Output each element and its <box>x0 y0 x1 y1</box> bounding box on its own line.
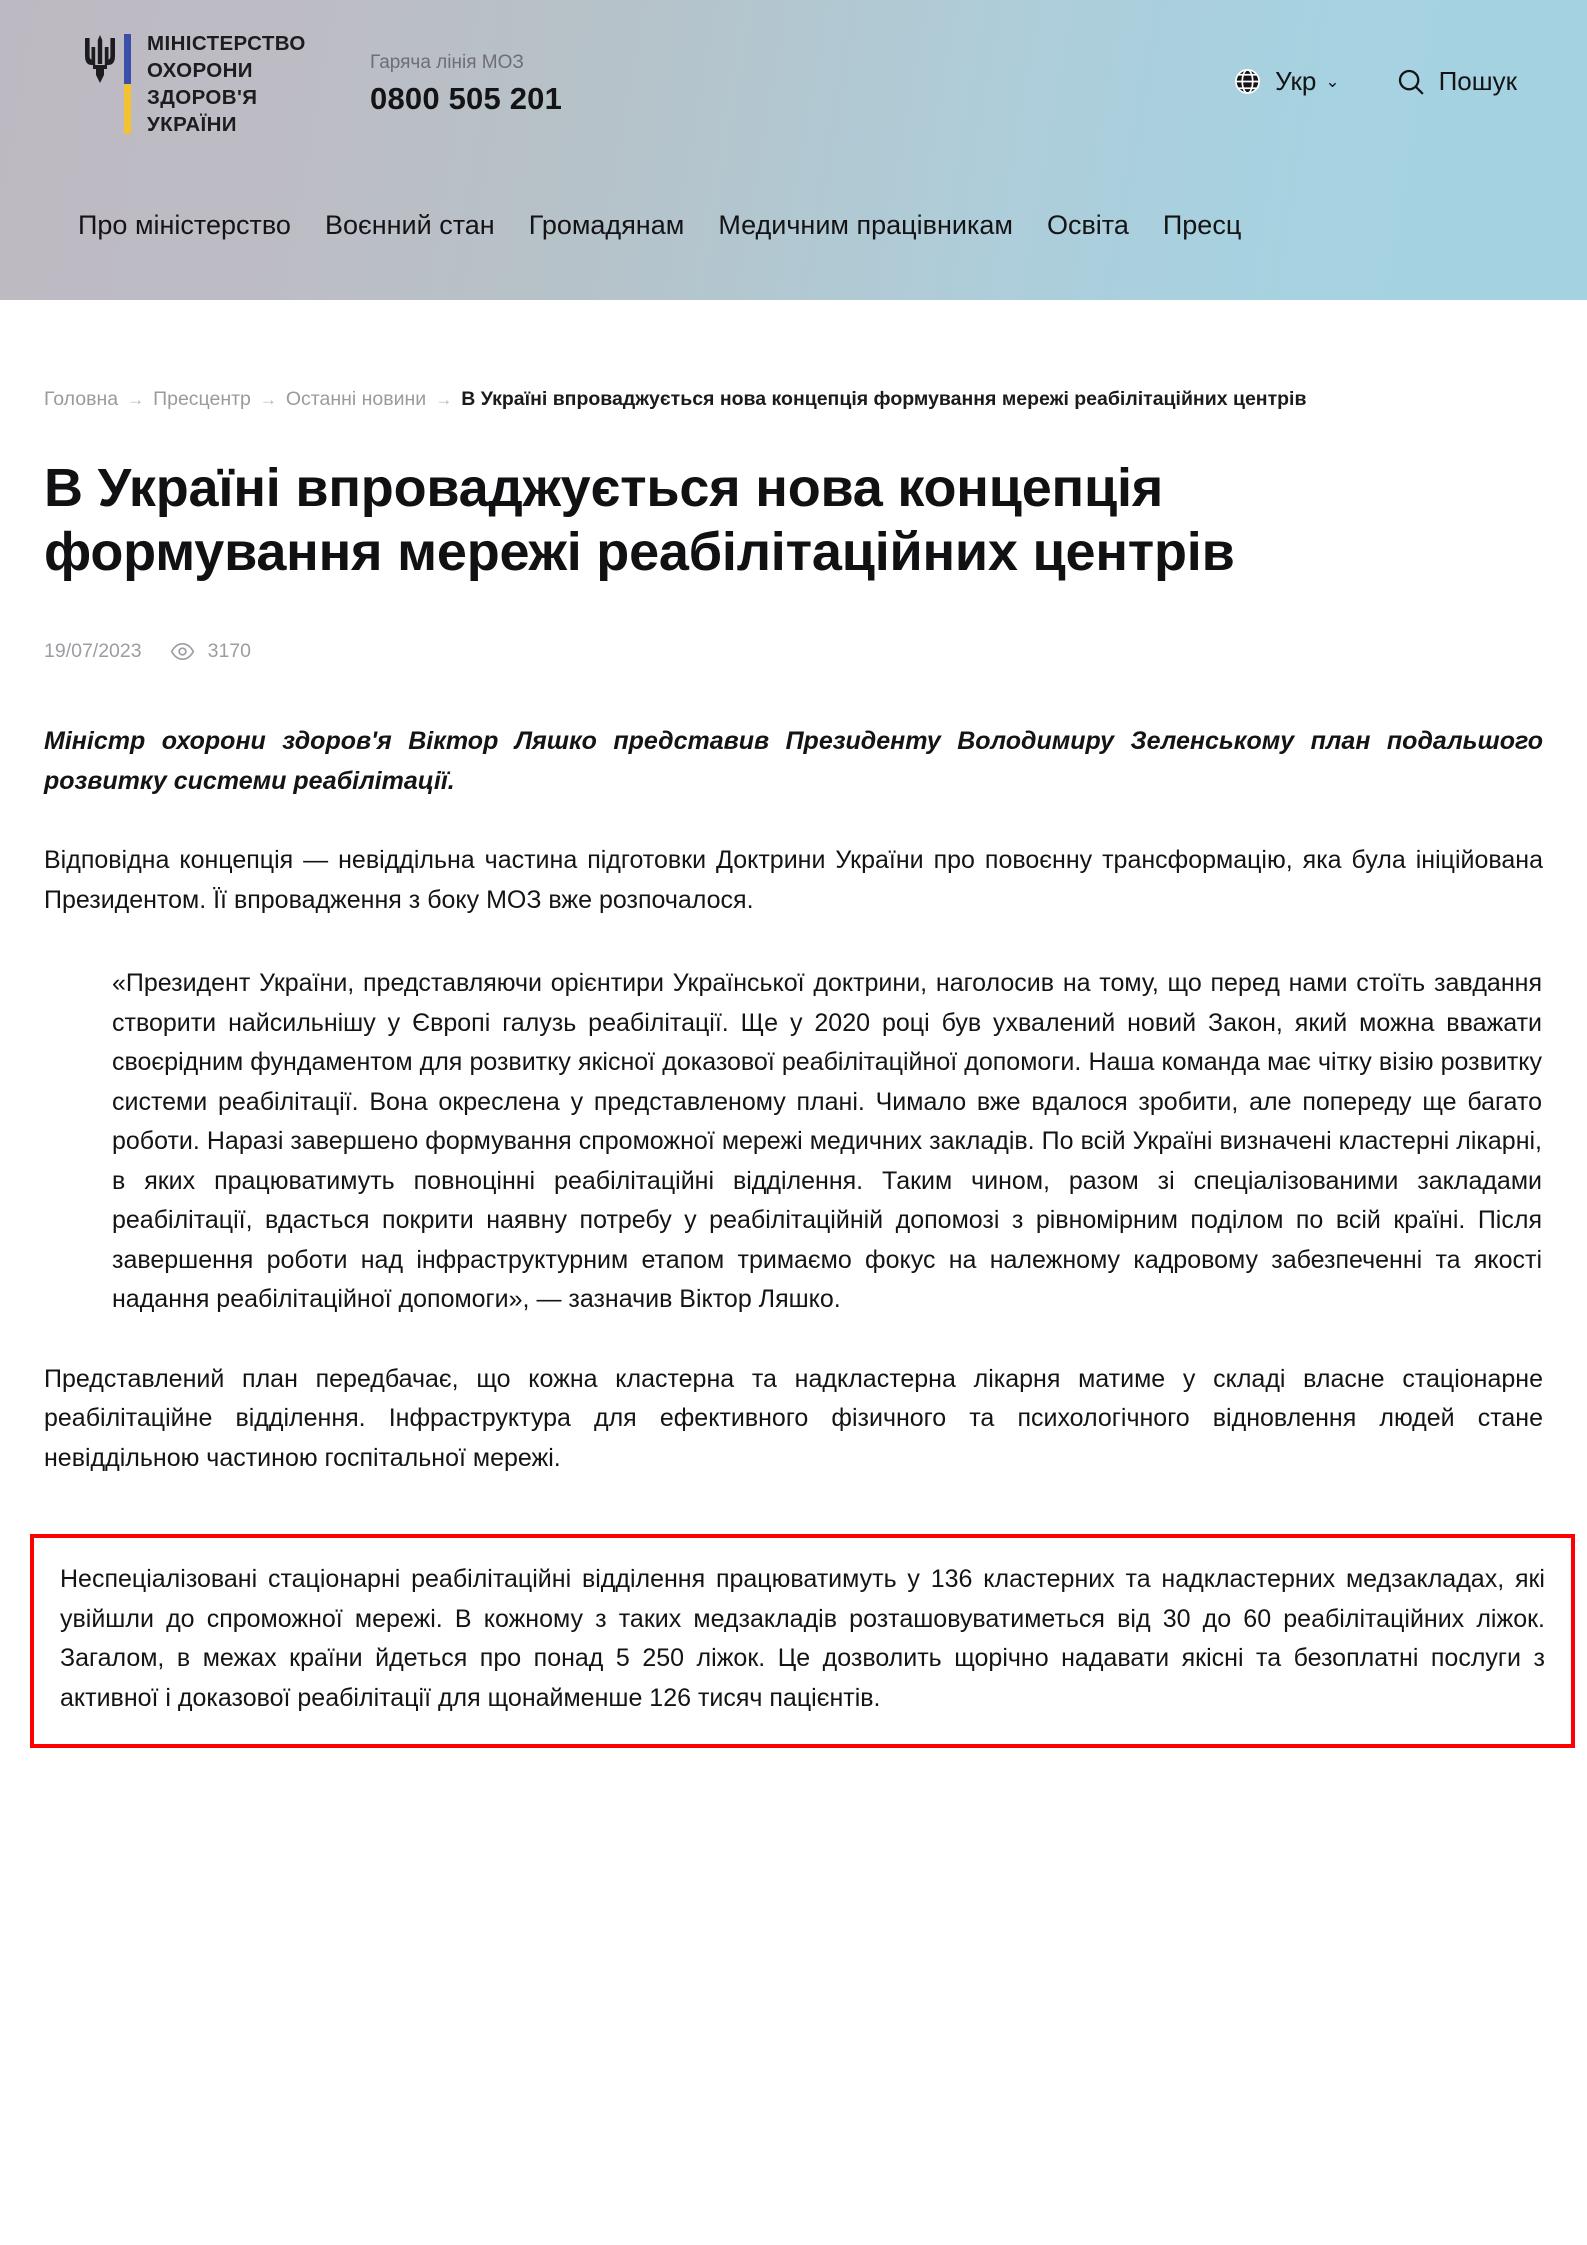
nav-item-citizens[interactable]: Громадянам <box>528 209 685 240</box>
article-lead: Міністр охорони здоров'я Віктор Ляшко представив Президенту Володимиру Зеленському план подальшого розвитку системи реабілітації. <box>44 727 1543 795</box>
article-blockquote: «Президент України, представляючи орієнтири Української доктрини, наголосив на тому, що перед нами стоїть завдання створити найсильнішу у Європі галузь реабілітації. Ще у 2020 році був ухвалений новий Закон, який можна вважати своєрідним фундаментом для розвитку якісної доказової реабілітаційної допомоги. Наша команда має чітку візію розвитку системи реабілітації. Вона окреслена у представленому плані. Чимало вже вдалося зробити, але попереду ще багато роботи. Наразі завершено формування спроможної мережі медичних закладів. По всій Україні визначені кластерні лікарні, в яких працюватимуть повноцінні реабілітаційні відділення. Таким чином, разом зі спеціалізованими закладами реабілітації, вдасться покрити наявну потребу у реабілітаційній допомозі з рівномірним поділом по всій країні. Після завершення роботи над інфраструктурним етапом тримаємо фокус на належному кадровому забезпеченні та якості надання реабілітаційної допомоги», — зазначив Віктор Ляшко. <box>112 969 1542 1314</box>
page-title: В Україні впроваджується нова концепція формування мережі реабілітаційних центрів <box>44 457 1235 583</box>
article-paragraph-2: Представлений план передбачає, що кожна кластерна та надкластерна лікарня матиме у складі власне стаціонарне реабілітаційне відділення. Інфраструктура для ефективного фізичного та психологічного відновлення людей стане невіддільною частиною госпітальної мережі. <box>44 1364 1543 1472</box>
search-label: Пошук <box>1438 66 1517 96</box>
logo-divider-bar <box>124 34 131 134</box>
hotline-number[interactable]: 0800 505 201 <box>370 80 563 116</box>
site-logo[interactable] <box>76 30 306 138</box>
main-navigation <box>0 190 1587 260</box>
site-header <box>0 0 1587 300</box>
hotline-block <box>370 50 562 117</box>
language-switcher[interactable] <box>1233 66 1339 97</box>
breadcrumb <box>44 384 1444 416</box>
header-top-bar <box>0 0 1587 190</box>
logo-line-2: ОХОРОНИ <box>147 59 253 83</box>
main-content <box>0 384 1587 1748</box>
nav-item-medical-workers[interactable]: Медичним працівникам <box>718 209 1013 240</box>
nav-item-press-center[interactable]: Пресц <box>1162 209 1242 240</box>
trident-icon <box>76 30 124 138</box>
breadcrumb-separator-icon: → <box>127 390 145 409</box>
logo-wordmark <box>147 30 306 138</box>
highlight-text: Неспеціалізовані стаціонарні реабілітаційні відділення працюватимуть у 136 кластерних та надкластерних медзакладах, які увійшли до спроможної мережі. В кожному з таких медзакладів розташовуватиметься від 30 до 60 реабілітаційних ліжок. Загалом, в межах країни йдеться про понад 5 250 ліжок. Це дозволить щорічно надавати якісні та безоплатні послуги з активної і доказової реабілітації для щонайменше 126 тисяч пацієнтів. <box>60 1565 1545 1712</box>
highlighted-callout <box>30 1534 1575 1748</box>
breadcrumb-item-press-center[interactable]: Пресцентр <box>153 388 251 410</box>
language-label: Укр <box>1275 66 1317 96</box>
logo-line-4: УКРАЇНИ <box>147 113 237 137</box>
breadcrumb-item-home[interactable]: Головна <box>44 388 119 410</box>
logo-line-1: МІНІСТЕРСТВО <box>147 32 306 55</box>
breadcrumb-separator-icon: → <box>259 390 277 409</box>
view-count: 3170 <box>207 640 251 663</box>
breadcrumb-separator-icon: → <box>435 390 453 409</box>
nav-item-education[interactable]: Освіта <box>1046 209 1129 240</box>
article-meta <box>44 639 1543 664</box>
search-icon <box>1396 67 1426 97</box>
breadcrumb-current: В Україні впроваджується нова концепція формування мережі реабілітаційних центрів <box>461 388 1307 410</box>
view-counter <box>170 639 251 664</box>
publish-date: 19/07/2023 <box>44 640 142 663</box>
chevron-down-icon: ⌄ <box>1325 71 1340 91</box>
hotline-label: Гаряча лінія МОЗ <box>370 52 524 73</box>
logo-line-3: ЗДОРОВ'Я <box>147 86 258 110</box>
breadcrumb-item-latest-news[interactable]: Останні новини <box>285 388 427 410</box>
article-paragraph-1: Відповідна концепція — невіддільна частина підготовки Доктрини України про повоєнну трансформацію, яка була ініційована Президентом. Її впровадження з боку МОЗ вже розпочалося. <box>44 846 1543 914</box>
search-button[interactable] <box>1396 66 1517 97</box>
eye-icon <box>170 639 195 664</box>
nav-item-martial-law[interactable]: Воєнний стан <box>324 209 495 240</box>
header-tools <box>1233 66 1517 97</box>
globe-icon <box>1233 67 1262 96</box>
nav-item-about[interactable]: Про міністерство <box>78 209 291 240</box>
